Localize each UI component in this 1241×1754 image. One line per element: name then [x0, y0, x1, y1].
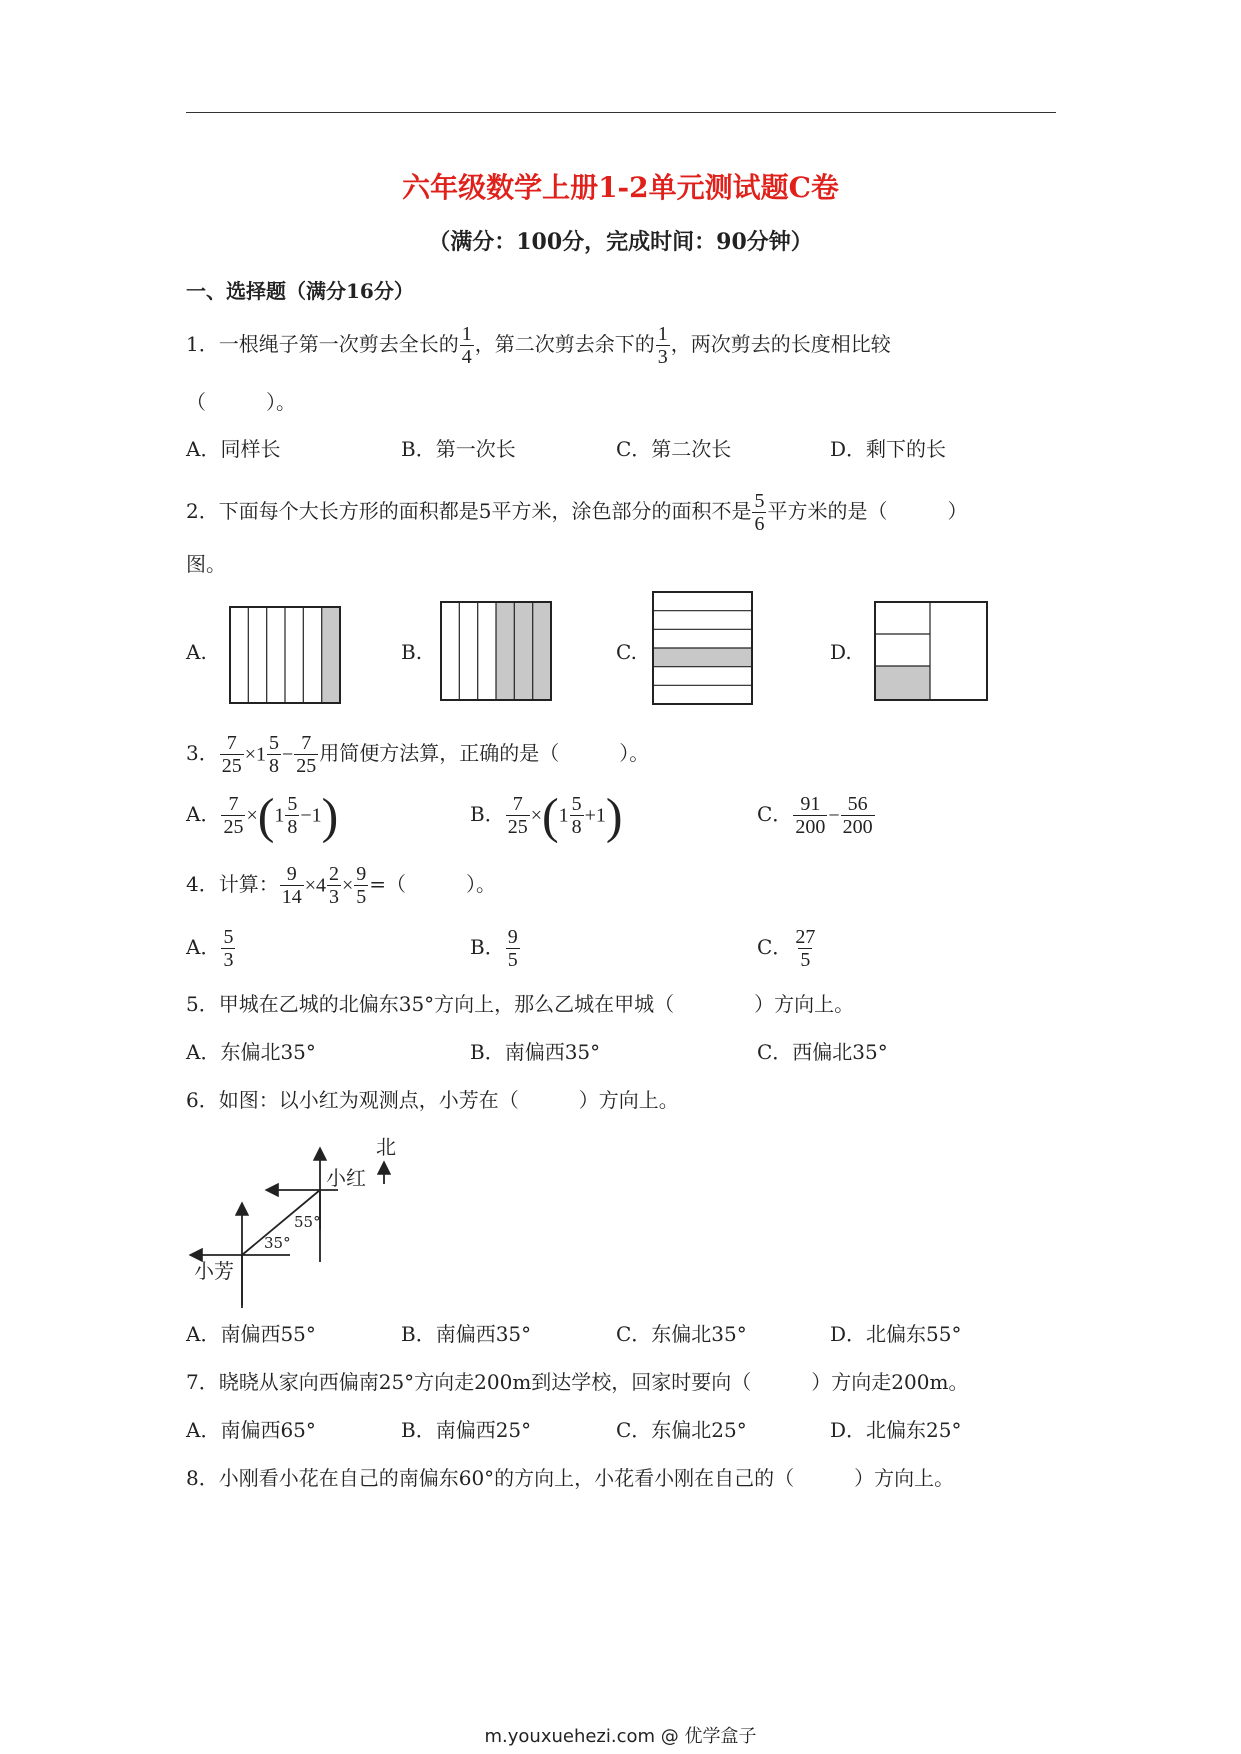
footer-watermark: m.youxuehezi.com @ 优学盒子 — [484, 1726, 757, 1747]
q4-text-pre: 4．计算： — [186, 872, 279, 896]
q2-figure-a — [228, 605, 343, 705]
question-4: 4．计算： $\frac{9}{14}$ ×4 $\frac{2}{3}$ × $\frac{9}{5}$ =（ ）。 — [186, 863, 497, 908]
q5-option-c: C．西偏北35° — [757, 1040, 888, 1064]
q1-fraction-2: $\frac{1}{3}$ — [657, 323, 668, 368]
q6-option-a: A．南偏西55° — [186, 1322, 316, 1346]
q2-label-c: C. — [616, 640, 637, 664]
question-5: 5．甲城在乙城的北偏东35°方向上，那么乙城在甲城（ ）方向上。 — [186, 992, 855, 1016]
q2-label-b: B. — [401, 640, 423, 664]
q2-label-d: D. — [830, 640, 852, 664]
q7-option-b: B．南偏西25° — [401, 1418, 532, 1442]
q2-figure-c — [651, 590, 755, 707]
q1-blank-line: （ ）。 — [186, 390, 296, 414]
q7-option-a: A．南偏西65° — [186, 1418, 316, 1442]
q3-option-c: C． $\frac{91}{200}$ − $\frac{56}{200}$ — [757, 793, 873, 838]
q6-option-c: C．东偏北35° — [616, 1322, 747, 1346]
question-6: 6．如图：以小红为观测点，小芳在（ ）方向上。 — [186, 1088, 679, 1112]
q4-option-b: B． $\frac{9}{5}$ — [470, 926, 518, 971]
q1-option-b: B．第一次长 — [401, 437, 516, 461]
q7-option-c: C．东偏北25° — [616, 1418, 747, 1442]
q5-option-a: A．东偏北35° — [186, 1040, 316, 1064]
times-sign: × — [244, 743, 257, 766]
q2-figure-d — [873, 600, 989, 702]
question-1 — [186, 323, 891, 368]
q2-text-post: 平方米的是（ ） — [767, 499, 968, 523]
q4-option-a: A． $\frac{5}{3}$ — [186, 926, 234, 971]
q3-fraction-c: $\frac{7}{25}$ — [296, 732, 317, 777]
question-7: 7．晓晓从家向西偏南25°方向走200m到达学校，回家时要向（ ）方向走200m。 — [186, 1370, 969, 1394]
page-title: 六年级数学上册1-2单元测试题C卷 — [402, 171, 839, 204]
section-heading: 一、选择题（满分16分） — [186, 279, 414, 303]
q3-label: 3． — [186, 741, 219, 765]
q5-option-b: B．南偏西35° — [470, 1040, 601, 1064]
q2-fraction: $\frac{5}{6}$ — [754, 490, 765, 535]
q6-option-b: B．南偏西35° — [401, 1322, 532, 1346]
question-3 — [186, 728, 649, 780]
q7-option-d: D．北偏东25° — [830, 1418, 962, 1442]
q4-text-post: =（ ）。 — [369, 872, 497, 896]
question-2 — [186, 490, 967, 535]
q3-whole: 1 — [256, 743, 267, 766]
minus-sign: − — [282, 743, 294, 766]
page-subtitle: （满分：100分，完成时间：90分钟） — [428, 229, 813, 255]
question-8: 8．小刚看小花在自己的南偏东60°的方向上，小花看小刚在自己的（ ）方向上。 — [186, 1466, 955, 1490]
angle-35-label: 35° — [264, 1234, 291, 1252]
q3-fraction-a: $\frac{7}{25}$ — [221, 732, 242, 777]
q4-option-c: C． $\frac{27}{5}$ — [757, 926, 816, 971]
q2-text-pre: 2．下面每个大长方形的面积都是5平方米，涂色部分的面积不是 — [186, 499, 752, 523]
q1-option-c: C．第二次长 — [616, 437, 732, 461]
q3-option-a: A． $\frac{7}{25}$ ×(1 $\frac{5}{8}$ −1) — [186, 787, 339, 844]
north-label: 北 — [376, 1135, 396, 1159]
header-rule — [186, 112, 1056, 113]
q2-label-a: A. — [186, 640, 207, 664]
q6-direction-diagram — [186, 1130, 406, 1315]
q1-option-a: A．同样长 — [186, 437, 281, 461]
q1-text-pre: 1．一根绳子第一次剪去全长的 — [186, 332, 459, 356]
q3-fraction-b: $\frac{5}{8}$ — [269, 732, 280, 777]
xiaohong-label: 小红 — [326, 1166, 366, 1190]
angle-55-label: 55° — [294, 1213, 321, 1231]
q1-text-post: ，两次剪去的长度相比较 — [670, 332, 891, 356]
q2-text-line2: 图。 — [186, 552, 226, 576]
q1-fraction-1: $\frac{1}{4}$ — [461, 323, 472, 368]
q3-text-post: 用简便方法算，正确的是（ ）。 — [319, 741, 650, 765]
q3-option-b: B． $\frac{7}{25}$ ×(1 $\frac{5}{8}$ +1) — [470, 787, 623, 844]
q1-text-mid: ，第二次剪去余下的 — [474, 332, 655, 356]
q1-option-d: D．剩下的长 — [830, 437, 947, 461]
q2-figure-b — [439, 600, 555, 702]
xiaofang-label: 小芳 — [194, 1259, 234, 1283]
q6-option-d: D．北偏东55° — [830, 1322, 962, 1346]
